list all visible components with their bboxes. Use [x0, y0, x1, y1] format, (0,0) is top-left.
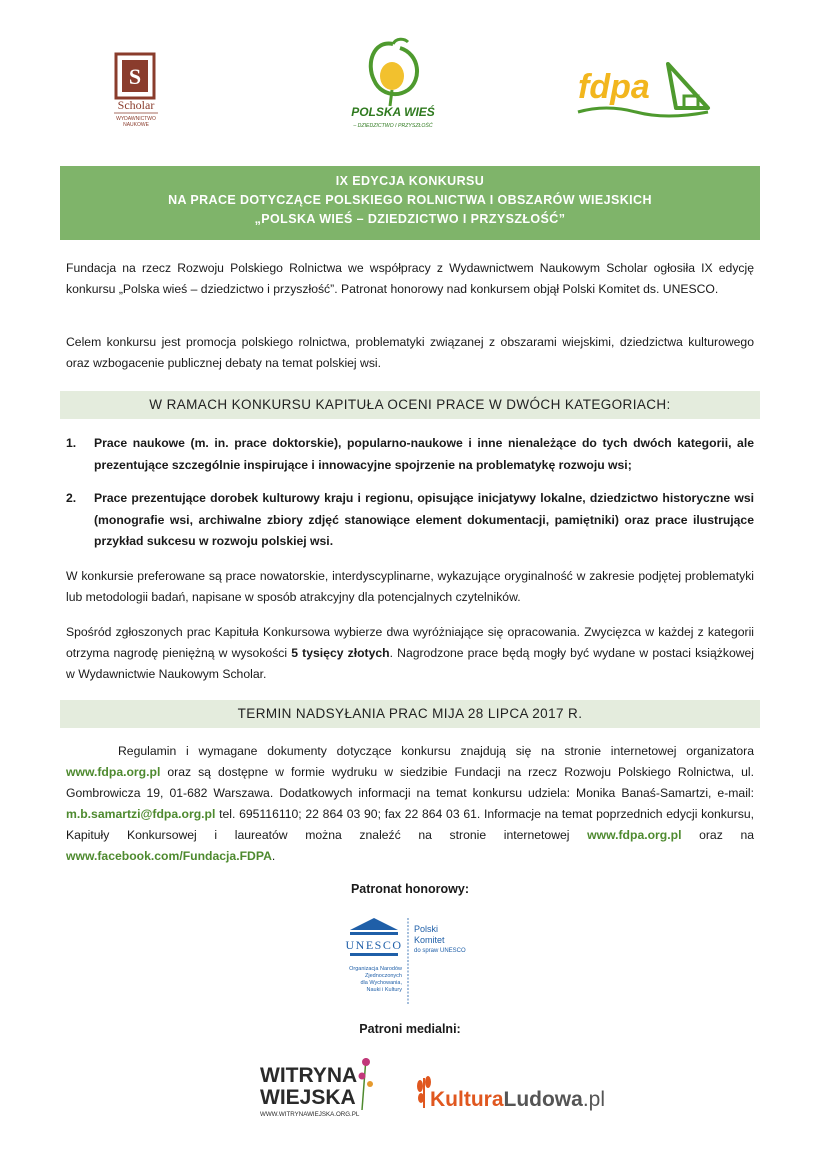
unesco-word: UNESCO — [345, 938, 403, 952]
category-text: Prace prezentujące dorobek kulturowy kraju i regionu, opisujące inicjatywy lokalne, dziedzictwo historyczne wsi (monografie wsi, archiwalne zbiory zdjęć stanowiące element dokumentacji, pamiętniki) oraz prace ilustrujące przykład sukcesu w rozwoju polskiej wsi. — [94, 491, 754, 548]
category-item-1 — [66, 433, 754, 476]
contact-text-3: tel. 695116110; 22 864 03 90; fax 22 864 03 61. Informacje na temat poprzednich edycji konkursu, Kapituły Konkursowej i laureatów można znaleźć na stronie internetowej — [66, 807, 754, 842]
fdpa-logo — [576, 56, 716, 122]
org-line-1: Organizacja Narodów — [349, 966, 402, 972]
kultura-part-3: .pl — [582, 1088, 606, 1111]
witryna-wiejska-logo — [258, 1054, 378, 1126]
category-item-2 — [66, 488, 754, 553]
svg-text:KulturaLudowa.pl — [430, 1088, 605, 1111]
facebook-link[interactable]: www.facebook.com/Fundacja.FDPA — [66, 849, 272, 863]
preferred-paragraph: W konkursie preferowane są prace nowatorskie, interdyscyplinarne, wykazujące oryginalność w zakresie podjętej problematyki lub metodologii badań, napisane w sposób atrakcyjny dla potencjalnych czytelników. — [66, 569, 754, 604]
contact-text-1: Regulamin i wymagane dokumenty dotyczące konkursu znajdują się na stronie internetowej organizatora — [118, 744, 754, 758]
contact-text-5: . — [271, 849, 276, 863]
title-banner — [60, 166, 760, 240]
award-text-after: . Nagrodzone prace będą mogły być wydane w postaci książkowej w Wydawnictwie Naukowym Scholar. — [66, 646, 755, 681]
media-patrons-label: Patroni medialni: — [359, 1022, 461, 1036]
komitet-line-1: Polski — [414, 924, 439, 934]
award-amount: 5 tysięcy złotych — [291, 646, 390, 660]
category-number: 2. — [66, 491, 77, 505]
banner-line-2: NA PRACE DOTYCZĄCE POLSKIEGO ROLNICTWA I OBSZARÓW WIEJSKICH — [168, 193, 652, 207]
org-line-3: dla Wychowania, — [360, 980, 402, 986]
scholar-sub1: WYDAWNICTWO — [116, 116, 156, 122]
org-line-2: Zjednoczonych — [365, 973, 402, 979]
polska-wies-logo — [338, 36, 448, 132]
witryna-line-1: WITRYNA — [260, 1064, 358, 1087]
witryna-line-2: WIEJSKA — [260, 1086, 356, 1109]
category-number: 1. — [66, 436, 77, 450]
award-paragraph — [66, 622, 754, 685]
witryna-url: WWW.WITRYNAWIEJSKA.ORG.PL — [260, 1111, 360, 1118]
polska-wies-sub: – DZIEDZICTWO I PRZYSZŁOŚĆ — [353, 123, 433, 129]
scholar-name: Scholar — [117, 98, 155, 112]
deadline-heading: TERMIN NADSYŁANIA PRAC MIJA 28 LIPCA 2017 R. — [60, 700, 760, 728]
contact-paragraph — [66, 741, 754, 867]
banner-line-3: „POLSKA WIEŚ – DZIEDZICTWO I PRZYSZŁOŚĆ” — [254, 212, 566, 226]
scholar-logo — [110, 52, 162, 128]
category-text: Prace naukowe (m. in. prace doktorskie), popularno-naukowe i inne nienależące do tych dwóch kategorii, ale prezentujące szczególnie inspirujące i innowacyjne spojrzenie na problematykę rozwoju wsi; — [94, 436, 754, 472]
svg-text:S: S — [128, 64, 142, 89]
fdpa-name: fdpa — [578, 68, 650, 106]
kultura-part-2: Ludowa — [503, 1088, 583, 1111]
contact-text-2: oraz są dostępne w formie wydruku w siedzibie Fundacji na rzecz Rozwoju Polskiego Rolnictwa, ul. Gombrowicza 19, 01-682 Warszawa. Dodatkowych informacji na temat konkursu udziela: Monika Banaś-Samartzi, e-mail: — [66, 765, 754, 800]
org-line-4: Nauki i Kultury — [366, 987, 402, 993]
contact-text-4: oraz na — [681, 828, 754, 842]
fdpa-website-link-2[interactable]: www.fdpa.org.pl — [587, 828, 682, 842]
unesco-logo — [336, 916, 486, 1004]
banner-line-1: IX EDYCJA KONKURSU — [335, 174, 485, 188]
scholar-sub2: NAUKOWE — [123, 122, 149, 128]
polska-wies-title: POLSKA WIEŚ — [351, 105, 435, 119]
komitet-line-2: Komitet — [414, 935, 445, 945]
intro-paragraph: Fundacja na rzecz Rozwoju Polskiego Rolnictwa we współpracy z Wydawnictwem Naukowym Scholar ogłosiła IX edycję konkursu „Polska wieś – dziedzictwo i przyszłość”. Patronat honorowy nad konkursem objął Polski Komitet ds. UNESCO. — [66, 261, 754, 296]
kultura-ludowa-logo — [416, 1068, 606, 1112]
goal-paragraph: Celem konkursu jest promocja polskiego rolnictwa, problematyki związanej z obszarami wiejskimi, dziedzictwa kulturowego oraz wzbogacenie publicznej debaty na temat polskiej wsi. — [66, 335, 754, 370]
honorary-patronage-label: Patronat honorowy: — [350, 882, 470, 896]
contact-email-link[interactable]: m.b.samartzi@fdpa.org.pl — [66, 807, 216, 821]
kultura-part-1: Kultura — [430, 1088, 504, 1111]
fdpa-website-link[interactable]: www.fdpa.org.pl — [66, 765, 161, 779]
komitet-line-3: do spraw UNESCO — [414, 948, 466, 954]
award-text-before: Spośród zgłoszonych prac Kapituła Konkursowa wybierze dwa wyróżniające się opracowania. Zwycięzca w każdej z kategorii otrzyma nagrodę pieniężną w wysokości — [66, 625, 754, 660]
categories-heading: W RAMACH KONKURSU KAPITUŁA OCENI PRACE W DWÓCH KATEGORIACH: — [60, 391, 760, 419]
